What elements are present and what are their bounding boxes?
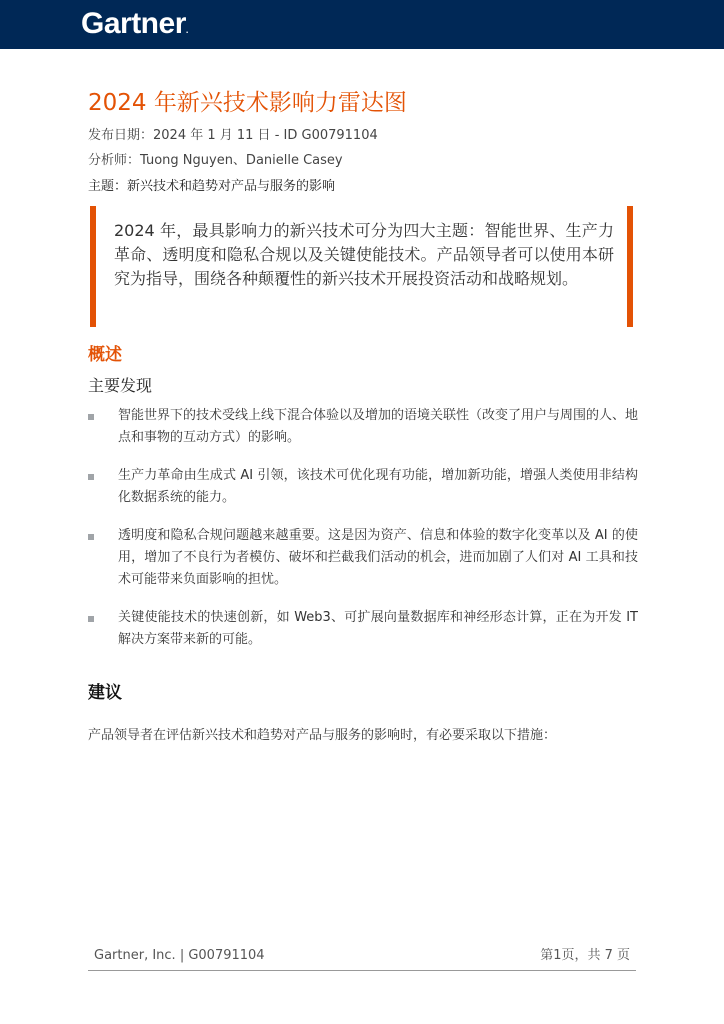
square-bullet-icon [88,616,94,622]
finding-text: 关键使能技术的快速创新，如 Web3、可扩展向量数据库和神经形态计算，正在为开发 IT 解决方案带来新的可能。 [118,610,638,647]
finding-text: 透明度和隐私合规问题越来越重要。这是因为资产、信息和体验的数字化变革以及 AI 的使用，增加了不良行为者模仿、破坏和拦截我们活动的机会，进而加剧了人们对 AI 工具和技术可能带来负面影响的担忧。 [118,528,638,587]
list-item [88,525,638,591]
square-bullet-icon [88,414,94,420]
summary-text: 2024 年，最具影响力的新兴技术可分为四大主题：智能世界、生产力革命、透明度和隐私合规以及关键使能技术。产品领导者可以使用本研究为指导，围绕各种颠覆性的新兴技术开展投资活动和战略规划。 [114,221,614,288]
analysts: 分析师：Tuong Nguyen、Danielle Casey [88,153,343,168]
overview-heading: 概述 [88,345,122,365]
recommendations-intro: 产品领导者在评估新兴技术和趋势对产品与服务的影响时，有必要采取以下措施： [88,728,557,743]
list-item [88,405,638,449]
topic: 主题：新兴技术和趋势对产品与服务的影响 [88,179,336,194]
square-bullet-icon [88,534,94,540]
document-title: 2024 年新兴技术影响力雷达图 [88,90,407,116]
list-item [88,607,638,651]
finding-text: 生产力革命由生成式 AI 引领，该技术可优化现有功能，增加新功能，增强人类使用非结构化数据系统的能力。 [118,468,638,505]
key-findings-list [88,405,638,651]
recommendations-heading: 建议 [88,683,122,703]
footer-publisher: Gartner, Inc. | G00791104 [94,948,265,963]
logo-text: Gartner [81,7,186,40]
logo-mark: . [185,25,188,35]
header-bar [0,0,724,49]
footer-divider [88,970,636,971]
square-bullet-icon [88,474,94,480]
published-date: 发布日期：2024 年 1 月 11 日 - ID G00791104 [88,128,378,143]
footer-page-number: 第1页，共 7 页 [540,948,630,963]
list-item [88,465,638,509]
gartner-logo [81,6,188,48]
callout-left-bar [90,206,96,327]
callout-right-bar [627,206,633,327]
finding-text: 智能世界下的技术受线上线下混合体验以及增加的语境关联性（改变了用户与周围的人、地点和事物的互动方式）的影响。 [118,408,639,445]
key-findings-heading: 主要发现 [88,376,153,395]
summary-callout [90,206,633,327]
